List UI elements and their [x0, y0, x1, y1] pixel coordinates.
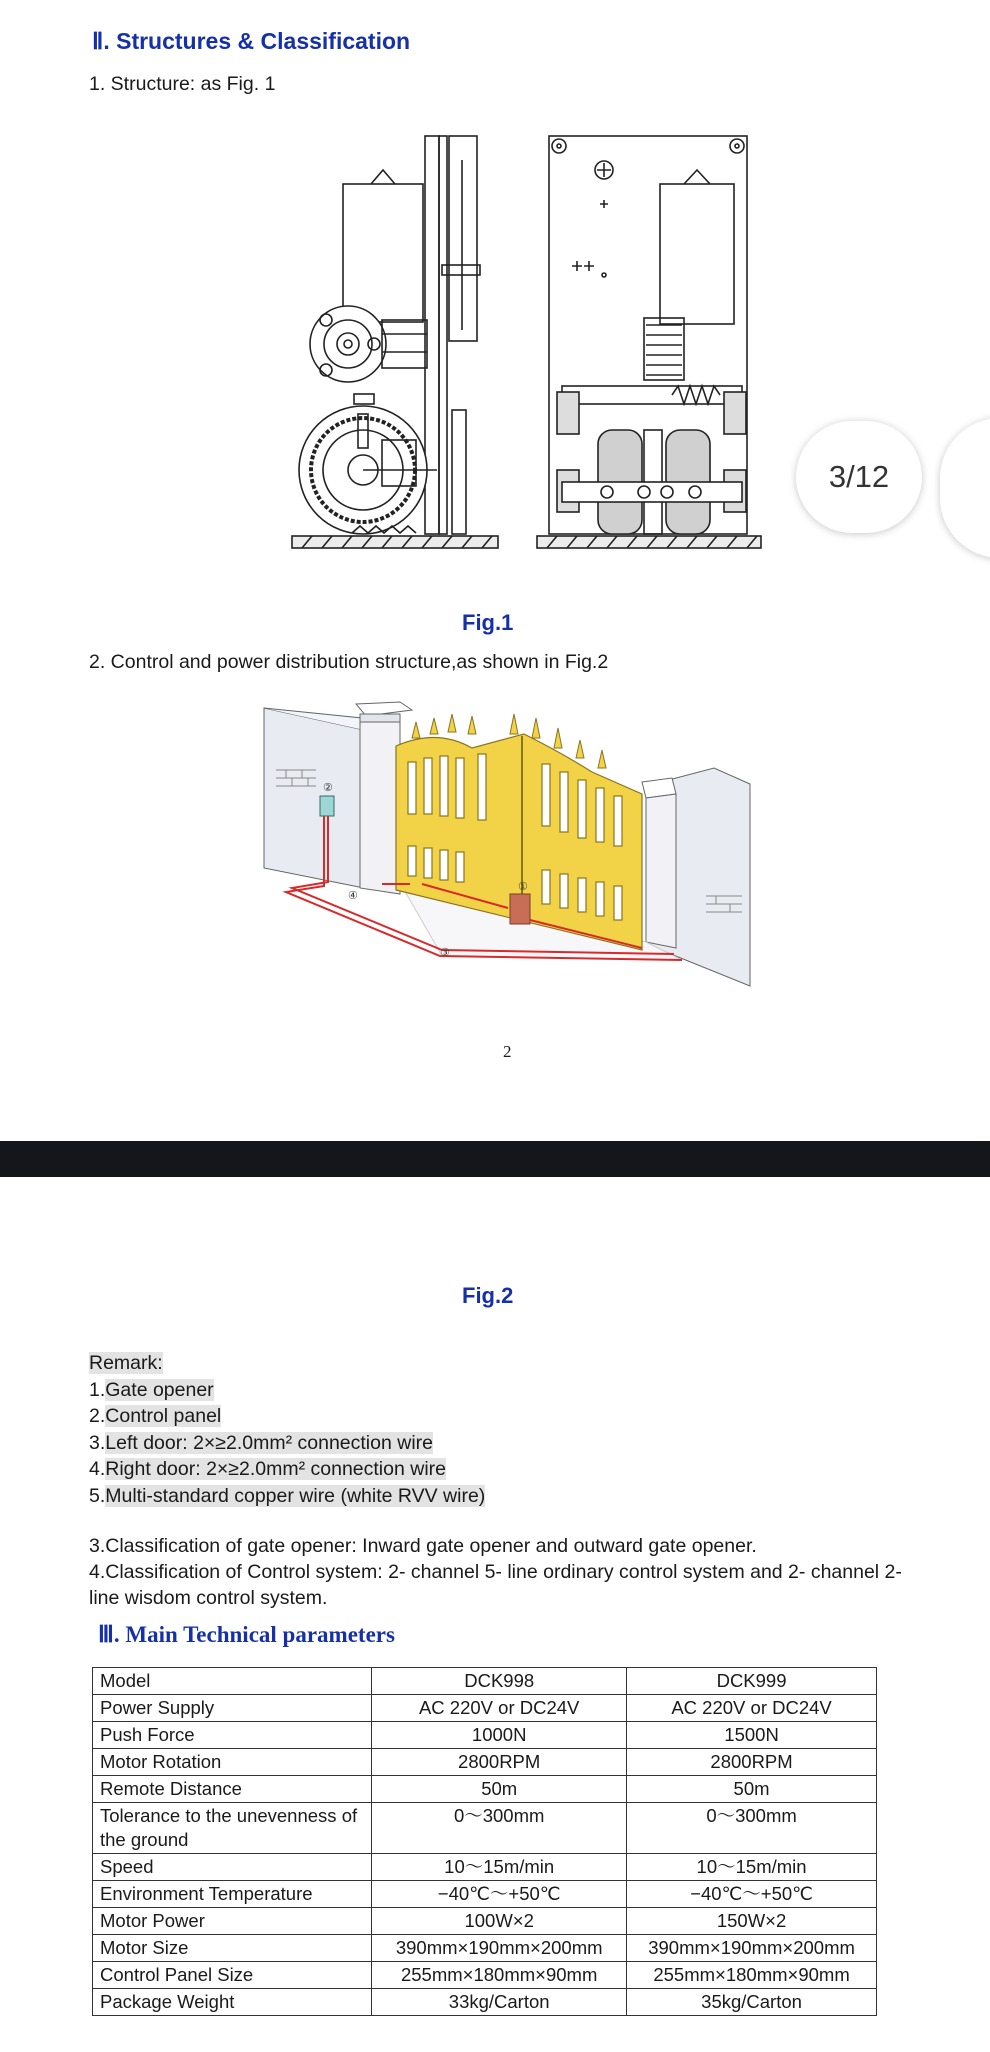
table-row: Motor Rotation 2800RPM 2800RPM [93, 1749, 877, 1776]
marker-2: ② [323, 782, 333, 794]
fig2-caption: Fig.2 [462, 1283, 514, 1308]
control-structure-line: 2. Control and power distribution structure,as shown in Fig.2 [89, 651, 609, 673]
section3-title: Ⅲ. Main Technical parameters [98, 1622, 395, 1647]
table-row: Package Weight 33kg/Carton 35kg/Carton [93, 1989, 877, 2016]
structure-line: 1. Structure: as Fig. 1 [89, 73, 276, 95]
fig2-illustration [262, 698, 752, 996]
remark-item: 2.Control panel [89, 1405, 222, 1427]
fig1-caption: Fig.1 [462, 610, 514, 635]
table-row: Environment Temperature −40℃～+50℃ −40℃～+50℃ [93, 1881, 877, 1908]
technical-parameters-table [92, 1667, 877, 2016]
marker-3: ③ [440, 947, 450, 959]
remark-heading: Remark: [89, 1352, 163, 1374]
page-divider [0, 1141, 990, 1177]
remark-item: 4.Right door: 2×≥2.0mm² connection wire [89, 1458, 447, 1480]
remark-item: 5.Multi-standard copper wire (white RVV wire) [89, 1484, 486, 1507]
page-indicator[interactable]: 3/12 [796, 421, 922, 533]
table-row: Motor Size 390mm×190mm×200mm 390mm×190mm×200mm [93, 1935, 877, 1962]
table-row: Remote Distance 50m 50m [93, 1776, 877, 1803]
classification-gate-opener: 3.Classification of gate opener: Inward gate opener and outward gate opener. [89, 1535, 757, 1557]
remark-item: 1.Gate opener [89, 1378, 214, 1401]
table-row: Control Panel Size 255mm×180mm×90mm 255mm×180mm×90mm [93, 1962, 877, 1989]
table-row: Power Supply AC 220V or DC24V AC 220V or DC24V [93, 1695, 877, 1722]
remark-block [89, 1350, 485, 1509]
table-row: Speed 10～15m/min 10～15m/min [93, 1854, 877, 1881]
table-row: Tolerance to the unevenness of the ground 0～300mm 0～300mm [93, 1803, 877, 1854]
classification-control-system: 4.Classification of Control system: 2- channel 5- line ordinary control system and 2- channel 2- [89, 1561, 902, 1583]
table-row: Motor Power 100W×2 150W×2 [93, 1908, 877, 1935]
classification-control-system-cont: line wisdom control system. [89, 1587, 328, 1609]
table-row: Push Force 1000N 1500N [93, 1722, 877, 1749]
marker-4: ④ [348, 890, 358, 902]
fig1-drawing [262, 130, 762, 586]
remark-item: 3.Left door: 2×≥2.0mm² connection wire [89, 1431, 434, 1454]
next-page-thumbnail[interactable] [940, 418, 990, 558]
marker-1: ① [518, 881, 528, 893]
section-title: Ⅱ. Structures & Classification [92, 28, 411, 54]
table-row: Model DCK998 DCK999 [93, 1668, 877, 1695]
page-number: 2 [503, 1042, 512, 1061]
